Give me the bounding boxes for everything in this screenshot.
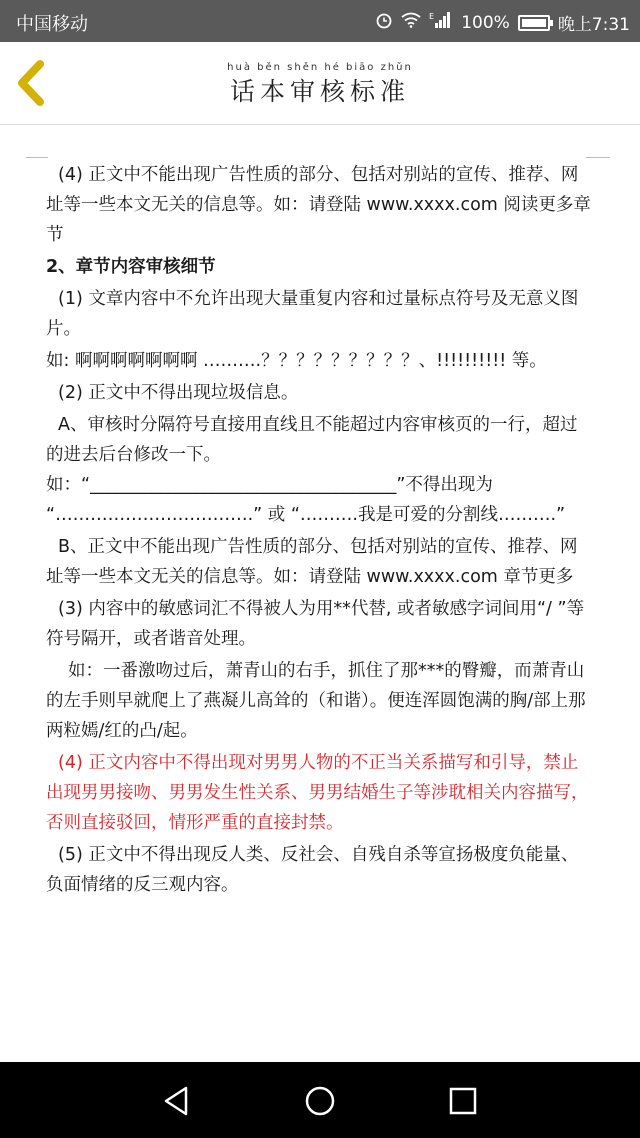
paragraph-ad-rule-b: B、正文中不能出现广告性质的部分、包括对别站的宣传、推荐、网址等一些本文无关的信息等。如：请登陆 www.xxxx.com 章节更多 [46,537,578,587]
square-recent-icon [446,1084,480,1118]
signal-icon [429,11,453,34]
circle-home-icon [303,1084,337,1118]
section-heading: 2、章节内容审核细节 [46,257,216,277]
paragraph-repeat-rule: (1) 文章内容中不允许出现大量重复内容和过量标点符号及无意义图片。 [46,289,579,339]
clock: 晚上7:31 [557,15,630,35]
divider-left [26,157,48,158]
app-header [0,42,640,125]
battery-icon [518,15,550,31]
page-title: 话本审核标准 [229,77,410,106]
carrier-label: 中国移动 [16,14,88,35]
paragraph-warning-rule: (4) 正文内容中不得出现对男男人物的不正当关系描写和引导，禁止出现男男接吻、男男发生性关系、男男结婚生子等涉耽相关内容描写，否则直接驳回，情形严重的直接封禁。 [46,753,589,833]
paragraph-separator-rule: A、审核时分隔符号直接用直线且不能超过内容审核页的一行，超过的进去后台修改一下。如：“___________________________________”不得出现为 “…………………………….” 或 “……….我是可爱的分割线……….” [46,415,578,525]
alarm-icon [375,11,393,34]
triangle-back-icon [160,1084,194,1118]
battery-percent: 100% [461,12,510,33]
system-nav-bar [0,1062,640,1138]
paragraph-repeat-example: 如: 啊啊啊啊啊啊啊 ……….？？？？？？？？？、!!!!!!!!!! 等。 [46,351,547,371]
wifi-icon [401,12,421,33]
divider-right [586,157,610,158]
nav-recent-button[interactable] [446,1084,480,1118]
status-icons [375,10,630,35]
article-body [46,160,594,902]
title-pinyin: huà běn shěn hé biāo zhǔn [227,62,413,73]
paragraph-sensitive-example: 如：一番激吻过后，萧青山的右手，抓住了那***的臀瓣，而萧青山的左手则早就爬上了燕凝儿高耸的（和谐）。便连浑圆饱满的胸/部上那两粒嫣/红的凸/起。 [46,661,586,741]
nav-back-button[interactable] [160,1084,194,1118]
paragraph-sensitive-rule: (3) 内容中的敏感词汇不得被人为用**代替, 或者敏感字词间用“/ ”等符号隔开，或者谐音处理。 [46,599,585,649]
status-bar [0,0,640,42]
paragraph-negative-rule: (5) 正文中不得出现反人类、反社会、自残自杀等宣扬极度负能量、负面情绪的反三观内容。 [46,845,579,895]
network-type-label: E [429,12,435,21]
nav-home-button[interactable] [303,1084,337,1118]
paragraph-spam-rule: (2) 正文中不得出现垃圾信息。 [58,383,299,403]
paragraph-ad-rule: (4) 正文中不能出现广告性质的部分、包括对别站的宣传、推荐、网址等一些本文无关的信息等。如：请登陆 www.xxxx.com 阅读更多章节 [46,165,591,245]
